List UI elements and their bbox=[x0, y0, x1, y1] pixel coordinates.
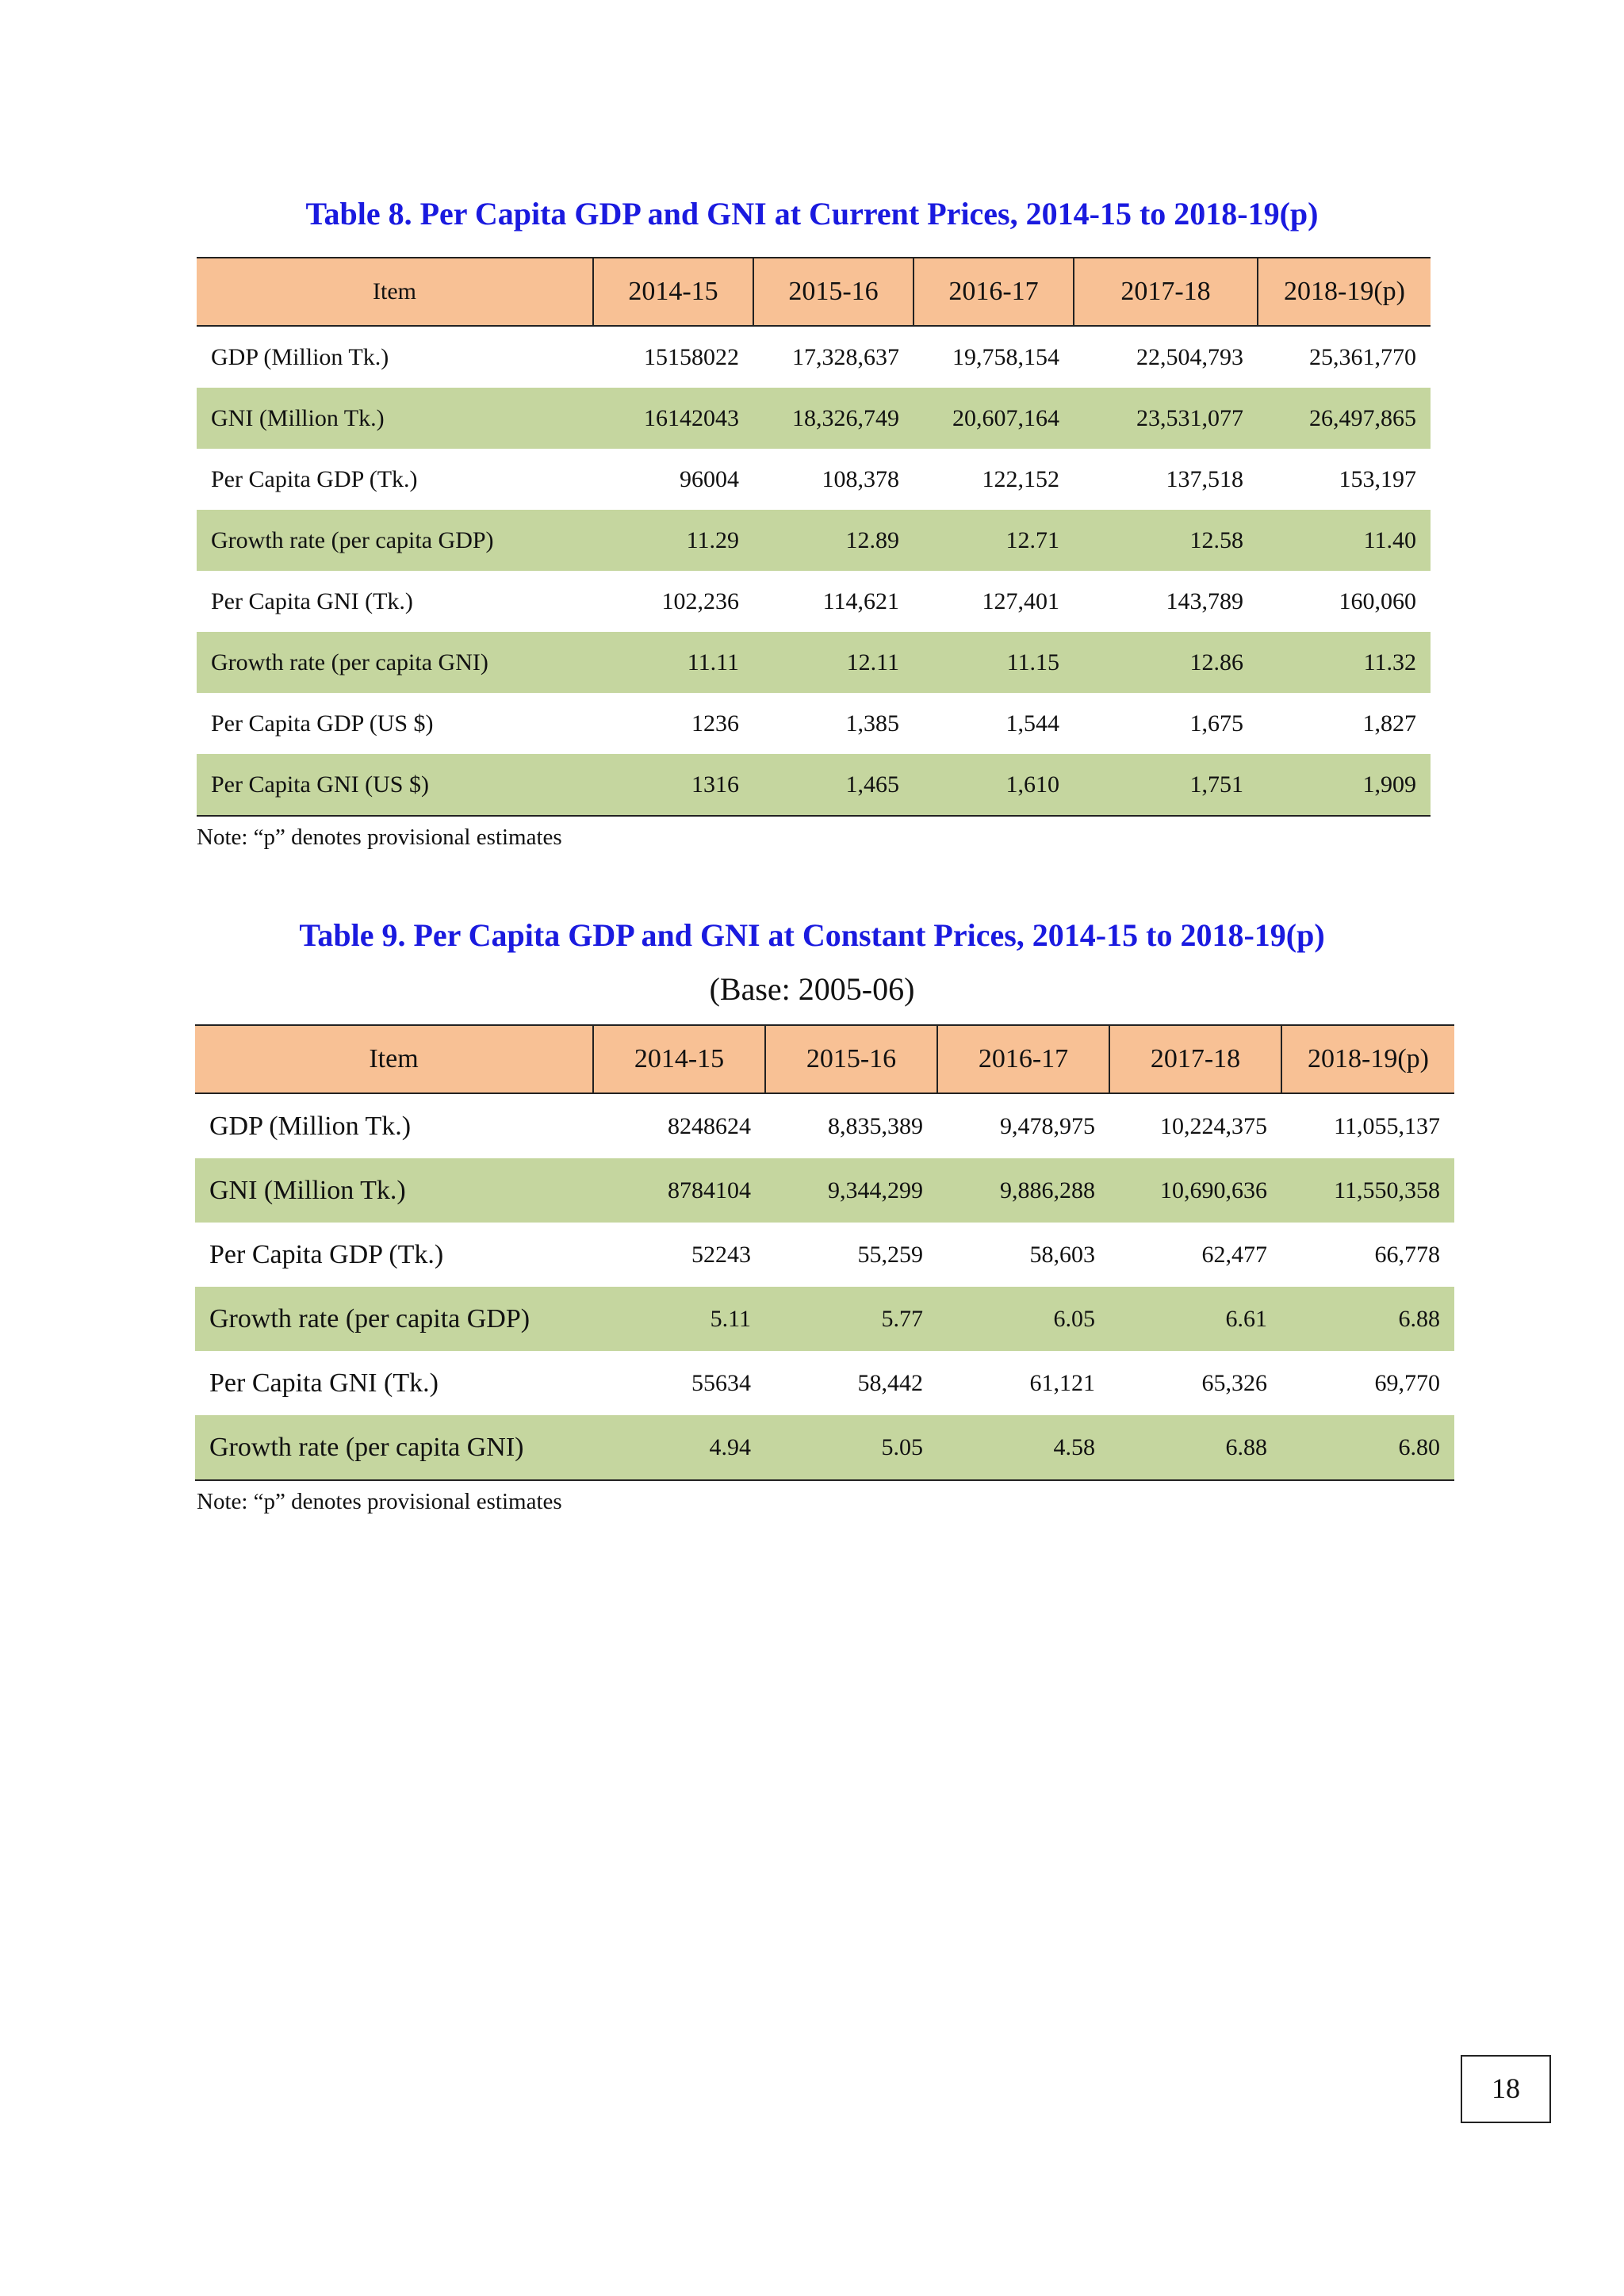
table9-title: Table 9. Per Capita GDP and GNI at Constant Prices, 2014-15 to 2018-19(p) bbox=[299, 917, 1325, 953]
row-label: GNI (Million Tk.) bbox=[197, 388, 593, 449]
cell: 1,675 bbox=[1074, 693, 1258, 754]
row-label: Per Capita GDP (US $) bbox=[197, 693, 593, 754]
cell: 1,610 bbox=[914, 754, 1074, 816]
table9 bbox=[195, 1024, 1454, 1481]
cell: 102,236 bbox=[593, 571, 753, 632]
table9-note: Note: “p” denotes provisional estimates bbox=[197, 1489, 562, 1514]
cell: 1,909 bbox=[1258, 754, 1431, 816]
cell: 12.86 bbox=[1074, 632, 1258, 693]
cell: 6.80 bbox=[1281, 1415, 1454, 1480]
cell: 11,055,137 bbox=[1281, 1093, 1454, 1158]
cell: 20,607,164 bbox=[914, 388, 1074, 449]
cell: 66,778 bbox=[1281, 1223, 1454, 1287]
table-row bbox=[197, 388, 1431, 449]
cell: 55634 bbox=[593, 1351, 765, 1415]
cell: 58,603 bbox=[937, 1223, 1109, 1287]
table8-header-row bbox=[197, 258, 1431, 326]
cell: 11.15 bbox=[914, 632, 1074, 693]
table-row bbox=[197, 693, 1431, 754]
table-row bbox=[197, 326, 1431, 388]
cell: 62,477 bbox=[1109, 1223, 1281, 1287]
cell: 12.89 bbox=[753, 510, 914, 571]
table9-header-item: Item bbox=[195, 1025, 593, 1093]
cell: 11.40 bbox=[1258, 510, 1431, 571]
page-number: 18 bbox=[1461, 2055, 1551, 2123]
table-row bbox=[195, 1223, 1454, 1287]
cell: 4.58 bbox=[937, 1415, 1109, 1480]
cell: 114,621 bbox=[753, 571, 914, 632]
cell: 6.88 bbox=[1281, 1287, 1454, 1351]
table9-header-2014-15: 2014-15 bbox=[593, 1025, 765, 1093]
row-label: Per Capita GNI (US $) bbox=[197, 754, 593, 816]
cell: 52243 bbox=[593, 1223, 765, 1287]
cell: 6.05 bbox=[937, 1287, 1109, 1351]
cell: 122,152 bbox=[914, 449, 1074, 510]
row-label: Growth rate (per capita GDP) bbox=[197, 510, 593, 571]
cell: 12.11 bbox=[753, 632, 914, 693]
cell: 12.58 bbox=[1074, 510, 1258, 571]
cell: 15158022 bbox=[593, 326, 753, 388]
cell: 22,504,793 bbox=[1074, 326, 1258, 388]
table9-header-2017-18: 2017-18 bbox=[1109, 1025, 1281, 1093]
cell: 1,544 bbox=[914, 693, 1074, 754]
table-row bbox=[195, 1287, 1454, 1351]
cell: 16142043 bbox=[593, 388, 753, 449]
row-label: Growth rate (per capita GNI) bbox=[197, 632, 593, 693]
table-row bbox=[197, 754, 1431, 816]
table8-header-2015-16: 2015-16 bbox=[753, 258, 914, 326]
table9-header-2015-16: 2015-16 bbox=[765, 1025, 937, 1093]
cell: 153,197 bbox=[1258, 449, 1431, 510]
table8-header-item: Item bbox=[197, 258, 593, 326]
table8 bbox=[197, 257, 1431, 817]
row-label: GDP (Million Tk.) bbox=[197, 326, 593, 388]
cell: 137,518 bbox=[1074, 449, 1258, 510]
row-label: Per Capita GDP (Tk.) bbox=[197, 449, 593, 510]
cell: 26,497,865 bbox=[1258, 388, 1431, 449]
cell: 1,385 bbox=[753, 693, 914, 754]
row-label: Growth rate (per capita GNI) bbox=[195, 1415, 593, 1480]
row-label: Growth rate (per capita GDP) bbox=[195, 1287, 593, 1351]
cell: 61,121 bbox=[937, 1351, 1109, 1415]
cell: 11.11 bbox=[593, 632, 753, 693]
cell: 8248624 bbox=[593, 1093, 765, 1158]
cell: 8784104 bbox=[593, 1158, 765, 1223]
cell: 17,328,637 bbox=[753, 326, 914, 388]
cell: 19,758,154 bbox=[914, 326, 1074, 388]
row-label: Per Capita GDP (Tk.) bbox=[195, 1223, 593, 1287]
row-label: GDP (Million Tk.) bbox=[195, 1093, 593, 1158]
cell: 1,751 bbox=[1074, 754, 1258, 816]
cell: 11.29 bbox=[593, 510, 753, 571]
cell: 65,326 bbox=[1109, 1351, 1281, 1415]
table9-header-2016-17: 2016-17 bbox=[937, 1025, 1109, 1093]
row-label: GNI (Million Tk.) bbox=[195, 1158, 593, 1223]
cell: 108,378 bbox=[753, 449, 914, 510]
cell: 9,344,299 bbox=[765, 1158, 937, 1223]
cell: 25,361,770 bbox=[1258, 326, 1431, 388]
cell: 143,789 bbox=[1074, 571, 1258, 632]
cell: 23,531,077 bbox=[1074, 388, 1258, 449]
table-row bbox=[197, 449, 1431, 510]
cell: 96004 bbox=[593, 449, 753, 510]
table-row bbox=[197, 510, 1431, 571]
cell: 10,224,375 bbox=[1109, 1093, 1281, 1158]
cell: 127,401 bbox=[914, 571, 1074, 632]
cell: 1,827 bbox=[1258, 693, 1431, 754]
cell: 9,886,288 bbox=[937, 1158, 1109, 1223]
cell: 5.77 bbox=[765, 1287, 937, 1351]
cell: 6.88 bbox=[1109, 1415, 1281, 1480]
row-label: Per Capita GNI (Tk.) bbox=[197, 571, 593, 632]
cell: 12.71 bbox=[914, 510, 1074, 571]
cell: 10,690,636 bbox=[1109, 1158, 1281, 1223]
cell: 1316 bbox=[593, 754, 753, 816]
table8-note: Note: “p” denotes provisional estimates bbox=[197, 825, 562, 850]
cell: 5.11 bbox=[593, 1287, 765, 1351]
cell: 55,259 bbox=[765, 1223, 937, 1287]
cell: 11.32 bbox=[1258, 632, 1431, 693]
table9-subtitle: (Base: 2005-06) bbox=[709, 971, 915, 1007]
cell: 1,465 bbox=[753, 754, 914, 816]
table-row bbox=[197, 632, 1431, 693]
table8-title: Table 8. Per Capita GDP and GNI at Current Prices, 2014-15 to 2018-19(p) bbox=[305, 196, 1319, 232]
table8-header-2014-15: 2014-15 bbox=[593, 258, 753, 326]
cell: 160,060 bbox=[1258, 571, 1431, 632]
cell: 5.05 bbox=[765, 1415, 937, 1480]
cell: 9,478,975 bbox=[937, 1093, 1109, 1158]
table8-header-2017-18: 2017-18 bbox=[1074, 258, 1258, 326]
table9-header-2018-19p: 2018-19(p) bbox=[1281, 1025, 1454, 1093]
cell: 1236 bbox=[593, 693, 753, 754]
table-row bbox=[195, 1415, 1454, 1480]
cell: 18,326,749 bbox=[753, 388, 914, 449]
table-row bbox=[195, 1158, 1454, 1223]
table-row bbox=[195, 1351, 1454, 1415]
table8-header-2016-17: 2016-17 bbox=[914, 258, 1074, 326]
cell: 8,835,389 bbox=[765, 1093, 937, 1158]
table-row bbox=[197, 571, 1431, 632]
row-label: Per Capita GNI (Tk.) bbox=[195, 1351, 593, 1415]
cell: 58,442 bbox=[765, 1351, 937, 1415]
table9-header-row bbox=[195, 1025, 1454, 1093]
table8-header-2018-19p: 2018-19(p) bbox=[1258, 258, 1431, 326]
cell: 11,550,358 bbox=[1281, 1158, 1454, 1223]
cell: 69,770 bbox=[1281, 1351, 1454, 1415]
cell: 6.61 bbox=[1109, 1287, 1281, 1351]
table-row bbox=[195, 1093, 1454, 1158]
cell: 4.94 bbox=[593, 1415, 765, 1480]
